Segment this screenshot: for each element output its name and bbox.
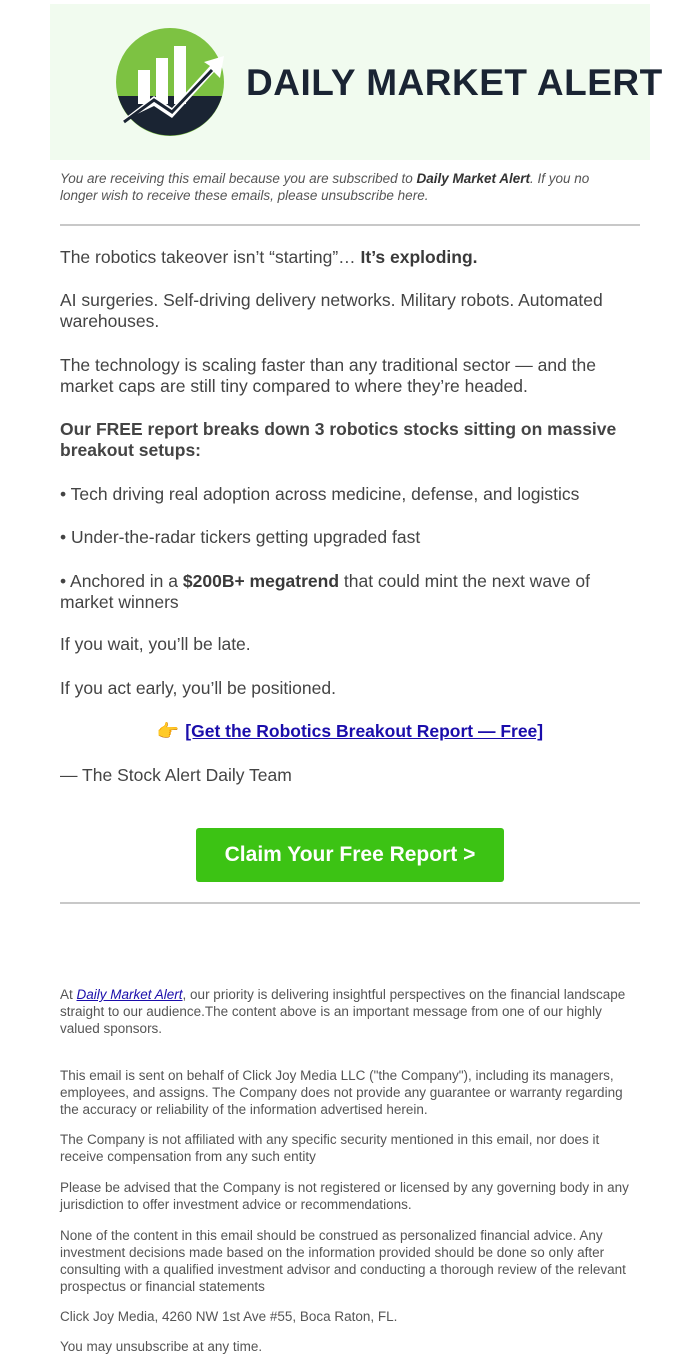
notice-brand: Daily Market Alert [416,171,530,186]
paragraph-scaling: The technology is scaling faster than any traditional sector — and the market caps are still tiny compared to where they’re headed. [60,355,596,396]
paragraph-act: If you act early, you’ll be positioned. [60,678,336,698]
header-banner [50,4,663,160]
footer-sponsor-note: At Daily Market Alert, our priority is delivering insightful perspectives on the financial landscape straight to our audience.The content above is an important message from one of our highly valued sponsors. [60,987,626,1036]
footer-disclaimer: Please be advised that the Company is not registered or licensed by any governing body in any jurisdiction to offer investment advice or recommendations. [60,1180,629,1212]
paragraph-wait: If you wait, you’ll be late. [60,634,251,654]
bullet-item: • Under-the-radar tickers getting upgraded fast [60,527,421,547]
footer-address: Click Joy Media, 4260 NW 1st Ave #55, Boca Raton, FL. [60,1309,398,1324]
bullet-item: • Tech driving real adoption across medicine, defense, and logistics [60,484,580,504]
report-link[interactable]: [Get the Robotics Breakout Report — Free] [185,721,544,741]
subscription-notice: You are receiving this email because you are subscribed to Daily Market Alert. If you no longer wish to receive these emails, please unsubscribe here. [60,171,590,203]
footer-disclaimer: None of the content in this email should be construed as personalized financial advice. Any investment decisions made based on the information provided should be done so only after consulting with a qualified investment advisor and conducting a thorough review of the relevant prospectus or financial statements [60,1228,626,1294]
signoff: — The Stock Alert Daily Team [60,765,292,785]
logo-icon [114,26,226,138]
footer-disclaimer: This email is sent on behalf of Click Joy Media LLC ("the Company"), including its managers, employees, and assigns. The Company does not provide any guarantee or warranty regarding the accuracy or reliability of the information advertised herein. [60,1068,623,1117]
paragraph-examples: AI surgeries. Self-driving delivery networks. Military robots. Automated warehouses. [60,290,603,331]
bullet-item: • Anchored in a $200B+ megatrend that could mint the next wave of market winners [60,571,590,612]
pointing-hand-icon: 👉 [156,721,180,741]
intro-line: The robotics takeover isn’t “starting”… It’s exploding. [60,247,478,267]
brand-name: DAILY MARKET ALERT [246,62,663,103]
claim-report-button[interactable]: Claim Your Free Report > [196,828,504,882]
cta-link-row [0,721,700,742]
divider-top [60,224,640,226]
report-headline: Our FREE report breaks down 3 robotics stocks sitting on massive breakout setups: [60,419,617,460]
footer-disclaimer: The Company is not affiliated with any specific security mentioned in this email, nor does it receive compensation from any such entity [60,1132,600,1164]
footer-brand-link[interactable]: Daily Market Alert [76,987,183,1002]
footer-unsubscribe: You may unsubscribe at any time. [60,1339,263,1354]
divider-bottom [60,902,640,904]
